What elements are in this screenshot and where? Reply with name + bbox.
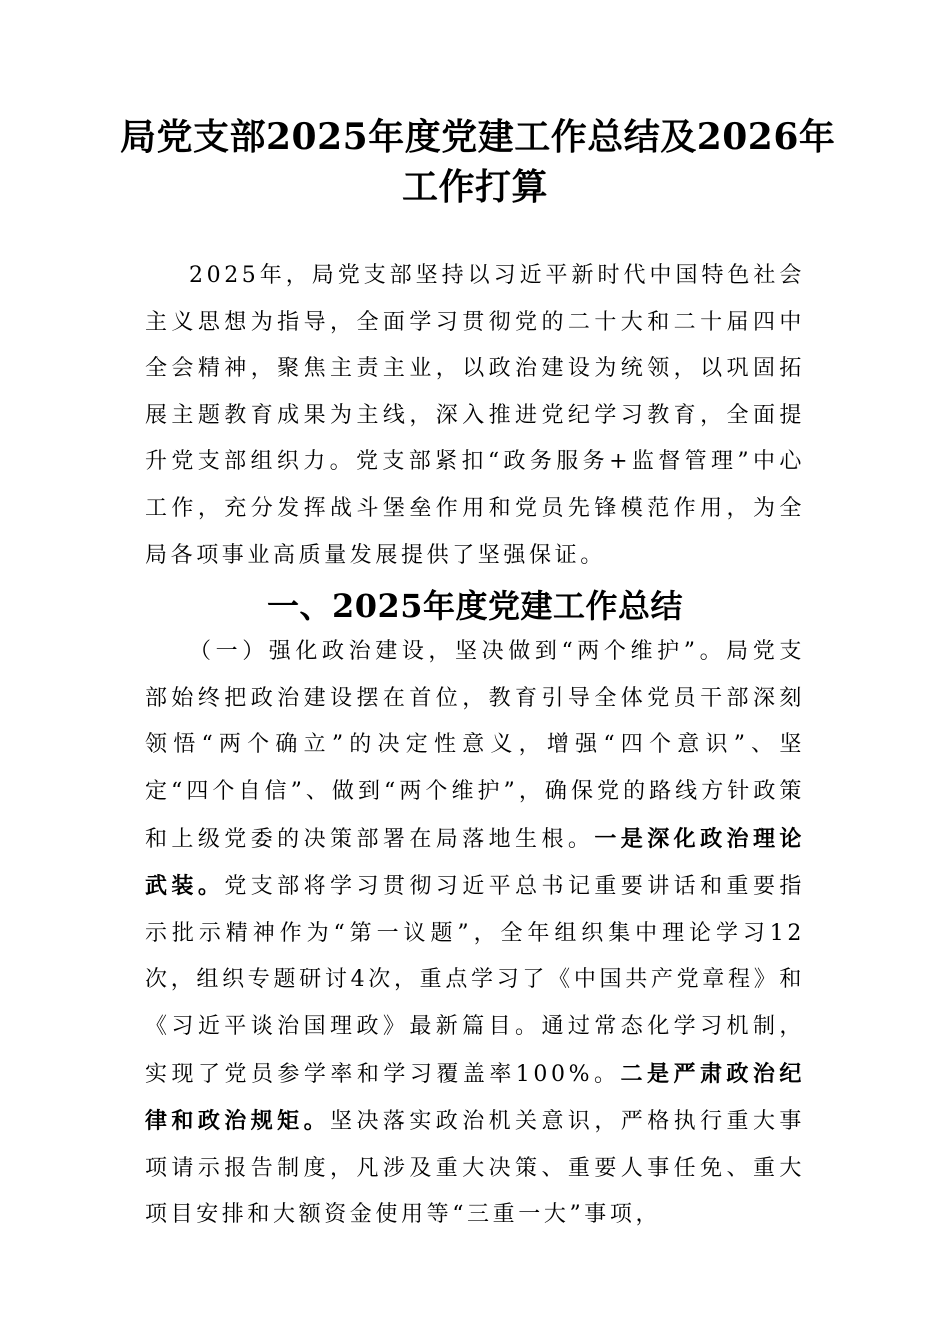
section-heading: 一、2025年度党建工作总结 [266,587,684,626]
document-body [145,253,805,1239]
point-2-bold-heading: 二是严肃政治纪律和政治规矩。 [145,1060,806,1135]
intro-paragraph: 2025年，局党支部坚持以习近平新时代中国特色社会主义思想为指导，全面学习贯彻党的二十大和二十届四中全会精神，聚焦主责主业，以政治建设为统领，以巩固拓展主题教育成果为主线，深入推进党纪学习教育，全面提升党支部组织力。党支部紧扣“政务服务+监督管理”中心工作，充分发挥战斗堡垒作用和党员先锋模范作用，为全局各项事业高质量发展提供了坚强保证。 [145,263,805,568]
document-title-line-2: 工作打算 [401,166,548,208]
document-title [120,112,836,212]
point-2-text: 坚决落实政治机关意识，严格执行重大事项请示报告制度，凡涉及重大决策、重要人事任免、重大项目安排和大额资金使用等“三重一大”事项， [145,1109,805,1228]
paragraph-lead-text: （一）强化政治建设，坚决做到“两个维护”。局党支部始终把政治建设摆在首位，教育引导全体党员干部深刻领悟“两个确立”的决定性意义，增强“四个意识”、坚定“四个自信”、做到“两个维护”，确保党的路线方针政策和上级党委的决策部署在局落地生根。 [145,639,805,852]
point-1-text: 党支部将学习贯彻习近平总书记重要讲话和重要指示批示精神作为“第一议题”，全年组织集中理论学习12次，组织专题研讨4次，重点学习了《中国共产党章程》和《习近平谈治国理政》最新篇目。通过常态化学习机制，实现了党员参学率和学习覆盖率100%。 [145,874,806,1087]
section-1-paragraph-1 [145,629,805,1239]
document-title-line-1: 局党支部2025年度党建工作总结及2026年 [120,116,836,158]
point-1-bold-heading: 一是深化政治理论武装。 [145,825,805,900]
